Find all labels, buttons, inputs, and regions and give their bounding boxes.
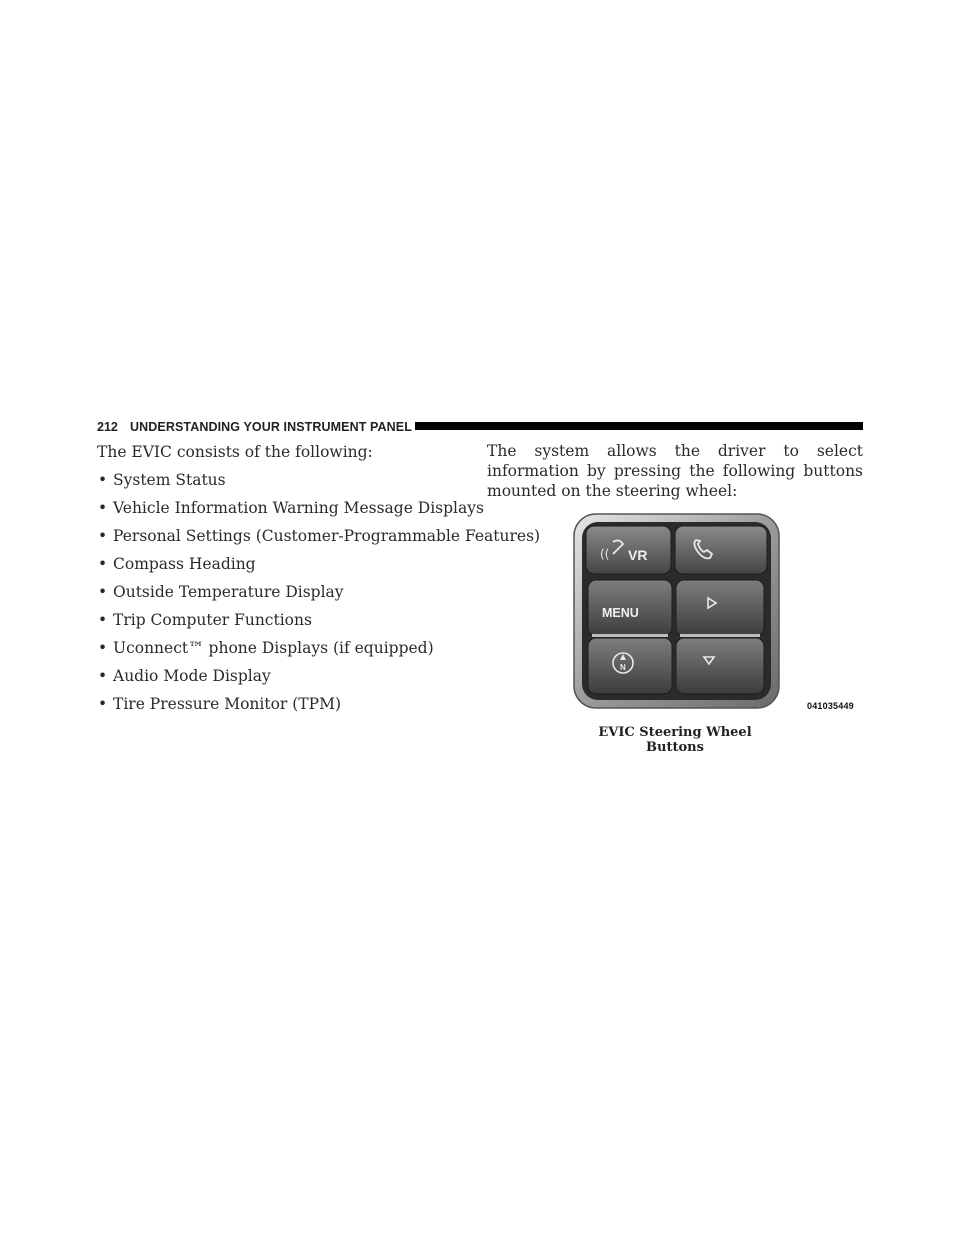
bullet-icon: • [98,471,108,489]
intro-text: The EVIC consists of the following: [97,443,373,461]
list-item: • Outside Temperature Display [98,583,344,601]
bullet-icon: • [98,667,108,685]
phone-button[interactable] [675,526,767,574]
section-title: UNDERSTANDING YOUR INSTRUMENT PANEL [130,420,412,434]
left-column [97,441,541,721]
bullet-icon: • [98,499,108,517]
compass-label: N [620,663,626,672]
buttons-description: The system allows the driver to select information by pressing the following buttons mounted on the steering wheel: [487,442,863,500]
list-item: • Personal Settings (Customer-Programmable Features) [98,527,541,545]
bullet-icon: • [98,695,108,713]
list-item: • Vehicle Information Warning Message Displays [98,499,484,517]
list-item: • Uconnect™ phone Displays (if equipped) [98,639,434,657]
list-item: • Tire Pressure Monitor (TPM) [98,695,341,713]
figure-caption: EVIC Steering Wheel Buttons [598,725,752,755]
compass-button[interactable] [588,638,672,694]
bullet-icon: • [98,611,108,629]
down-arrow-button[interactable] [676,638,764,694]
bullet-icon: • [98,555,108,573]
page-number: 212 [97,420,118,434]
bullet-icon: • [98,639,108,657]
list-item: • Trip Computer Functions [98,611,312,629]
bullet-icon: • [98,583,108,601]
list-item: • Audio Mode Display [98,667,271,685]
voice-recognition-button[interactable] [586,526,671,574]
bullet-icon: • [98,527,108,545]
right-column [487,441,863,501]
vr-label: VR [628,547,648,563]
page-header [97,419,863,435]
evic-feature-list [97,469,541,715]
vr-wave-icon: (( [600,547,610,561]
menu-button[interactable] [588,580,672,636]
right-arrow-button[interactable] [676,580,764,636]
header-rule [415,422,863,430]
image-code: 041035449 [807,701,854,711]
list-item: • System Status [98,471,226,489]
list-item: • Compass Heading [98,555,256,573]
menu-label: MENU [602,606,639,620]
steering-wheel-buttons-figure [572,512,864,712]
